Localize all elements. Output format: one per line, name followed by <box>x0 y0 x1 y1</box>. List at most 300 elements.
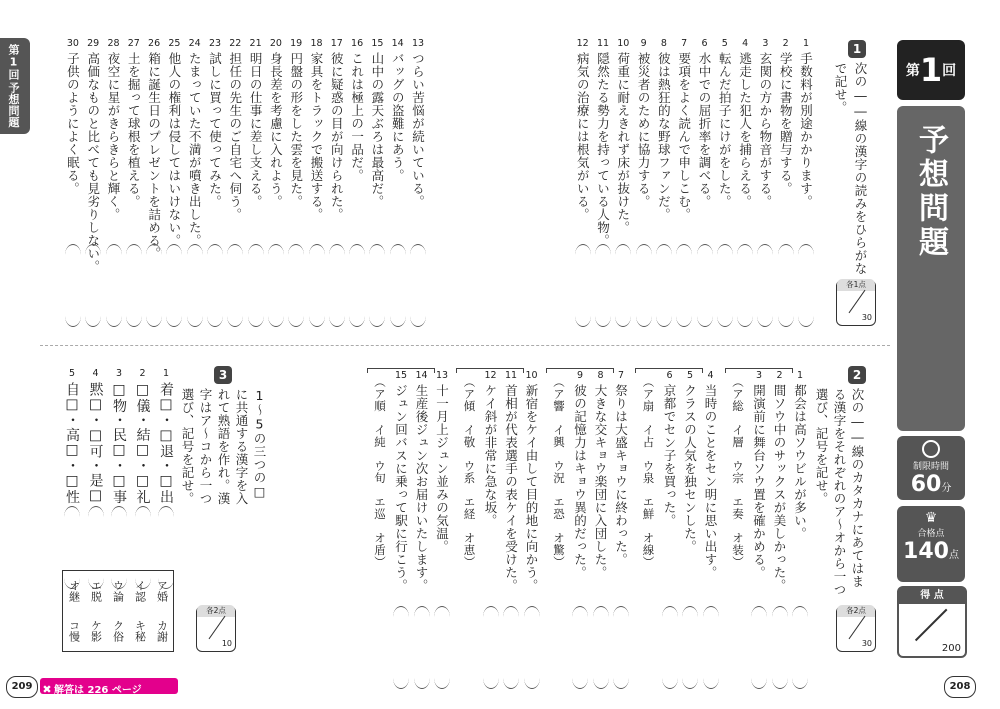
q1-items_left-item <box>347 38 367 182</box>
q2-items-item-text: 彼の記憶力はキョウ異的だった。 <box>572 384 588 579</box>
q2-answer-blank-end[interactable] <box>524 678 540 689</box>
q1-items_left-item <box>63 38 83 195</box>
q1-answer-blank-end[interactable] <box>778 316 794 327</box>
q1-answer-blank-end[interactable] <box>615 316 631 327</box>
q2-answer-blank[interactable] <box>503 606 519 617</box>
q1-items_right-item-number: 7 <box>681 38 688 49</box>
q2-items-item-number: 1 <box>796 370 804 381</box>
q2-answer-blank[interactable] <box>524 606 540 617</box>
q2-items-item-number: 9 <box>576 370 584 381</box>
q1-items_right-item-number: 10 <box>617 38 630 49</box>
q1-answer-blank[interactable] <box>717 244 733 255</box>
q1-answer-blank-end[interactable] <box>656 316 672 327</box>
q1-items_right-item <box>715 38 735 208</box>
q1-answer-blank[interactable] <box>410 244 426 255</box>
q3-points: 各2点 <box>197 605 235 617</box>
q3-score-slash <box>209 616 226 640</box>
section-divider <box>40 345 890 346</box>
q2-items-item <box>680 370 700 553</box>
q1-answer-blank-end[interactable] <box>410 316 426 327</box>
q2-items-item <box>701 370 721 579</box>
page-title: 予想問題 <box>913 124 948 260</box>
q1-items_left-item-text: 箱に誕生日のプレゼントを詰める。 <box>146 52 162 260</box>
q2-answer-blank[interactable] <box>613 606 629 617</box>
q2-items-item-number: 14 <box>415 370 428 381</box>
q2-items-item-number: 11 <box>504 370 518 381</box>
q2-items-item-text: クラスの人気を独センした。 <box>682 384 698 553</box>
q2-items-item-text: 生産後ジュン次お届けいたします。 <box>414 384 429 592</box>
score-label: 得 点 <box>899 588 965 604</box>
q2-items-item <box>391 370 411 592</box>
side-tab-title: 予想問題 <box>7 82 20 128</box>
q1-score-box[interactable] <box>836 280 876 326</box>
q1-answer-blank-end[interactable] <box>227 316 243 327</box>
q2-answer-blank[interactable] <box>751 606 767 617</box>
q1-items_right-item-text: 被災者のために協力する。 <box>636 52 652 208</box>
q1-items_right-item <box>654 38 674 221</box>
q1-items_right-item <box>674 38 694 221</box>
answer-ref-badge[interactable] <box>40 678 178 694</box>
q3-choice: ク俗 <box>111 620 125 642</box>
q2-items-item <box>790 370 810 540</box>
crown-icon: ♛ <box>924 510 938 526</box>
q1-answer-blank-end[interactable] <box>697 316 713 327</box>
q1-answer-blank[interactable] <box>207 244 223 255</box>
link-icon: ✖ <box>42 683 52 696</box>
q1-items_left-item-number: 28 <box>107 38 120 49</box>
q1-answer-blank[interactable] <box>309 244 325 255</box>
q1-items_left-item-number: 22 <box>229 38 242 49</box>
q1-items_left-item <box>164 38 184 247</box>
q1-items_left-item-number: 17 <box>330 38 343 49</box>
q3-answer-blank[interactable] <box>111 506 127 517</box>
q1-answer-blank[interactable] <box>697 244 713 255</box>
q2-items-item-number: 5 <box>686 370 694 381</box>
q2-score-box[interactable] <box>836 606 876 652</box>
q1-items_left-item-text: 彼に疑惑の目が向けられた。 <box>329 52 345 221</box>
q2-items-item <box>770 370 790 592</box>
q1-items_left-item-text: 土を掘って球根を植える。 <box>126 52 142 208</box>
q1-items_right-item-text: 玄関の方から物音がする。 <box>757 52 773 208</box>
q2-items-item <box>591 370 611 579</box>
q2-items-item-number: 7 <box>617 370 625 381</box>
q1-items_left-item-number: 25 <box>168 38 181 49</box>
q2-items-item-text: 開演前に舞台ソウ置を確かめる。 <box>751 384 767 579</box>
q2-instruction: 次の――線のカタカナにあてはまる漢字をそれぞれのア～オから一つ選び、記号を記せ。 <box>814 388 865 596</box>
answer-ref-text: 解答は 226 ページ <box>54 685 142 696</box>
q2-badge: 2 <box>848 366 866 384</box>
q1-items_left-item-text: 身長差を考慮に入れよう。 <box>268 52 284 208</box>
q2-group-bracket <box>456 368 524 373</box>
q2-items-item-text: 都会は高ソウビルが多い。 <box>792 384 808 540</box>
q1-items_right-item <box>776 38 796 195</box>
q2-items-item <box>481 370 501 527</box>
q2-items-item-text: 間ソウ中のサックスが美しかった。 <box>772 384 787 592</box>
q1-answer-blank[interactable] <box>656 244 672 255</box>
q1-answer-blank-end[interactable] <box>757 316 773 327</box>
q1-items_right-item-number: 8 <box>660 38 667 49</box>
q1-items_right-item <box>573 38 593 221</box>
q1-items_left-item-text: 家具をトラックで搬送する。 <box>309 52 324 221</box>
q2-items-item-text: 当時のことをセン明に思い出す。 <box>703 384 718 579</box>
q1-answer-blank[interactable] <box>737 244 753 255</box>
q2-answer-blank[interactable] <box>772 606 788 617</box>
title-banner <box>897 106 965 431</box>
q2-group-bracket <box>546 368 614 373</box>
q1-answer-blank-end[interactable] <box>676 316 692 327</box>
q2-items-item-number: 13 <box>435 370 449 381</box>
q1-answer-blank[interactable] <box>636 244 652 255</box>
q2-answer-blank-end[interactable] <box>503 678 519 689</box>
q2-answer-blank-end[interactable] <box>682 678 698 689</box>
q2-choice-set: （ア扇 イ占 ウ泉 エ鮮 オ線） <box>641 376 656 568</box>
q2-answer-blank-end[interactable] <box>414 678 430 689</box>
q2-items-item-number: 15 <box>394 370 408 381</box>
q3-answer-blank[interactable] <box>88 506 104 517</box>
q3-items-item <box>133 368 153 504</box>
q3-items-item-number: 2 <box>139 368 146 379</box>
q2-answer-blank[interactable] <box>662 606 678 617</box>
q1-items_left-item-text: バッグの盗難にあう。 <box>390 52 406 182</box>
q1-answer-blank[interactable] <box>349 244 365 255</box>
pass-unit: 点 <box>948 550 959 561</box>
q2-total: 30 <box>861 639 872 648</box>
q1-total: 30 <box>861 313 872 322</box>
q1-items_right-item-number: 5 <box>721 38 728 49</box>
q1-items_left-item-number: 24 <box>188 38 201 49</box>
q1-answer-blank[interactable] <box>615 244 631 255</box>
q1-items_left-item <box>83 38 103 273</box>
q1-answer-blank-end[interactable] <box>636 316 652 327</box>
q1-items_left-item-text: つらい苦悩が続いている。 <box>410 52 426 208</box>
q3-items-item <box>109 368 129 504</box>
q2-answer-blank[interactable] <box>393 606 409 617</box>
q2-group-bracket <box>635 368 703 373</box>
q1-answer-blank[interactable] <box>268 244 284 255</box>
q1-answer-blank[interactable] <box>106 244 122 255</box>
q1-answer-blank[interactable] <box>288 244 304 255</box>
q2-items-item-text: ジュン回バスに乗って駅に行こう。 <box>393 384 409 592</box>
q1-answer-blank[interactable] <box>65 244 81 255</box>
q1-answer-blank-end[interactable] <box>268 316 284 327</box>
q1-items_left-item-text: これは極上の一品だ。 <box>349 52 365 182</box>
q2-answer-blank-end[interactable] <box>393 678 409 689</box>
side-tab <box>0 38 30 134</box>
q1-answer-blank-end[interactable] <box>248 316 264 327</box>
q1-items_right-item-number: 6 <box>701 38 708 49</box>
q1-items_right-item-text: 要項をよく読んで申しこむ。 <box>676 52 692 221</box>
q2-choice-set: （ア傾 イ敬 ウ系 エ経 オ恵） <box>462 376 477 568</box>
q2-items-item-number: 6 <box>666 370 673 381</box>
q2-items-item <box>611 370 631 566</box>
pass-value: 140 <box>903 539 949 564</box>
q2-items-item <box>501 370 521 592</box>
time-value: 60 <box>910 472 942 497</box>
q1-answer-blank[interactable] <box>757 244 773 255</box>
q2-choice-set: （ア総 イ層 ウ宗 エ奏 オ装） <box>731 376 745 568</box>
q3-choice: カ謝 <box>155 620 169 642</box>
q1-items_right-item <box>634 38 654 208</box>
q2-answer-blank-end[interactable] <box>703 678 719 689</box>
q2-answer-blank-end[interactable] <box>792 678 808 689</box>
q1-items_right-item <box>796 38 816 208</box>
time-box <box>897 436 965 500</box>
q2-answer-blank[interactable] <box>593 606 609 617</box>
q2-group-bracket <box>725 368 793 373</box>
q3-items-item <box>62 368 82 504</box>
round-number: 1 <box>919 51 943 89</box>
q1-items_right-item-text: 手数料が別途かかります。 <box>798 52 814 208</box>
q1-answer-blank-end[interactable] <box>146 316 162 327</box>
q1-answer-blank-end[interactable] <box>329 316 345 327</box>
q3-items-item-text: 着□・□退・□出 <box>158 382 174 504</box>
q1-answer-blank-end[interactable] <box>390 316 406 327</box>
q3-items-item-text: 自□・高□・□性 <box>64 382 80 504</box>
q1-items_left-item-number: 29 <box>87 38 100 49</box>
q1-answer-blank-end[interactable] <box>595 316 611 327</box>
q1-items_right-item-text: 転んだ拍子にけがをした。 <box>717 52 733 208</box>
q3-choice: オ継 <box>67 580 81 602</box>
q3-answer-blank[interactable] <box>135 506 151 517</box>
q1-points: 各1点 <box>837 279 875 291</box>
q2-items-item-text: 新宿をケイ由して目的地に向かう。 <box>524 384 539 592</box>
q2-answer-blank-end[interactable] <box>483 678 499 689</box>
q2-answer-blank-end[interactable] <box>593 678 609 689</box>
q2-items-item-number: 2 <box>776 370 783 381</box>
q3-items-item-number: 1 <box>162 368 170 379</box>
q1-answer-blank-end[interactable] <box>85 316 101 327</box>
q2-choice-set: （ア響 イ興 ウ況 エ恐 オ驚） <box>552 376 566 568</box>
q2-score-slash <box>849 616 866 640</box>
q1-items_left-item-text: 夜空に星がきらきらと輝く。 <box>106 52 121 221</box>
score-box[interactable] <box>897 586 967 658</box>
q3-choice: コ慢 <box>67 620 81 642</box>
left-page-number: 209 <box>6 676 38 698</box>
q1-items_left-item <box>408 38 428 208</box>
q1-items_right-item <box>613 38 633 234</box>
q1-answer-blank-end[interactable] <box>309 316 325 327</box>
q1-items_left-item-number: 27 <box>127 38 140 49</box>
q1-items_left-item-number: 20 <box>269 38 282 49</box>
q2-items-item-number: 12 <box>484 370 497 381</box>
q2-answer-blank-end[interactable] <box>662 678 678 689</box>
round-suffix: 回 <box>942 63 957 79</box>
q2-answer-blank[interactable] <box>434 606 450 617</box>
q1-answer-blank-end[interactable] <box>65 316 81 327</box>
q2-answer-blank[interactable] <box>483 606 499 617</box>
q1-answer-blank[interactable] <box>798 244 814 255</box>
q1-items_left-item-text: 円盤の形をした雲を見た。 <box>288 52 304 208</box>
pass-label: 合格点 <box>917 529 945 539</box>
q2-items-item <box>522 370 542 592</box>
q1-items_right-item-text: 隠然たる勢力を持っている人物。 <box>595 52 611 247</box>
q1-items_left-item-text: 試しに買って使ってみた。 <box>207 52 223 208</box>
q1-items_left-item-text: 子供のようによく眠る。 <box>65 52 81 195</box>
q1-items_right-item <box>755 38 775 208</box>
clock-icon <box>922 440 940 458</box>
q3-choice: エ脱 <box>89 580 103 602</box>
q2-items-item <box>660 370 680 527</box>
q1-items_left-item-number: 18 <box>310 38 323 49</box>
q1-items_left-item-number: 23 <box>208 38 222 49</box>
q1-items_right-item-text: 病気の治療には根気がいる。 <box>575 52 591 221</box>
q1-items_left-item-text: 山中の露天ぶろは最高だ。 <box>369 52 385 208</box>
q1-answer-blank[interactable] <box>390 244 406 255</box>
q1-answer-blank[interactable] <box>329 244 345 255</box>
q3-items-item <box>156 368 176 504</box>
q3-badge: 3 <box>214 366 232 384</box>
q2-items-item-text: 首相が代表選手の表ケイを受けた。 <box>503 384 519 592</box>
q1-items_left-item <box>104 38 124 221</box>
q1-answer-blank[interactable] <box>126 244 142 255</box>
q1-items_left-item-number: 26 <box>148 38 161 49</box>
q1-items_left-item <box>246 38 266 208</box>
q1-items_left-item <box>225 38 245 221</box>
q3-choice: イ認 <box>133 580 147 602</box>
q1-answer-blank-end[interactable] <box>737 316 753 327</box>
q1-badge: 1 <box>848 40 866 58</box>
q1-items_left-item <box>367 38 387 208</box>
q1-answer-blank-end[interactable] <box>126 316 142 327</box>
q1-items_left-item-text: 明日の仕事に差し支える。 <box>248 52 264 208</box>
time-unit: 分 <box>941 483 952 494</box>
q1-answer-blank-end[interactable] <box>207 316 223 327</box>
q2-answer-blank-end[interactable] <box>751 678 767 689</box>
q3-items-item-number: 5 <box>68 368 76 379</box>
q1-items_left-item <box>307 38 327 221</box>
right-page-number: 208 <box>944 676 976 698</box>
q3-total: 10 <box>221 639 232 648</box>
q2-answer-blank-end[interactable] <box>613 678 629 689</box>
q1-items_left-item-number: 19 <box>290 38 303 49</box>
q2-items-item <box>570 370 590 579</box>
q3-items-item <box>86 368 106 504</box>
q1-items_left-item-text: 他人の権利は侵してはいけない。 <box>166 52 182 247</box>
q1-items_left-item-number: 14 <box>391 38 404 49</box>
q2-items-item <box>749 370 769 579</box>
q2-answer-blank-end[interactable] <box>772 678 788 689</box>
q2-answer-blank[interactable] <box>572 606 588 617</box>
q2-points: 各2点 <box>837 605 875 617</box>
q1-items_right-item-text: 彼は熱狂的な野球ファンだ。 <box>656 52 672 221</box>
q1-items_right-item-number: 2 <box>782 38 789 49</box>
q3-choices <box>62 570 174 652</box>
q1-answer-blank[interactable] <box>369 244 385 255</box>
q2-answer-blank[interactable] <box>414 606 430 617</box>
q2-items-item <box>432 370 452 553</box>
q1-items_left-item <box>327 38 347 221</box>
q1-answer-blank[interactable] <box>778 244 794 255</box>
q2-answer-blank[interactable] <box>792 606 808 617</box>
q1-items_left-item-number: 21 <box>249 38 262 49</box>
q2-group-bracket <box>367 368 435 373</box>
q1-answer-blank-end[interactable] <box>798 316 814 327</box>
q1-items_left-item <box>388 38 408 182</box>
q1-items_left-item <box>185 38 205 247</box>
q2-answer-blank[interactable] <box>703 606 719 617</box>
q1-answer-blank-end[interactable] <box>166 316 182 327</box>
round-header <box>897 40 965 100</box>
q1-items_left-item-text: たまっていた不満が噴き出した。 <box>187 52 203 247</box>
q2-items-item-text: 京都でセン子を買った。 <box>662 384 677 527</box>
q1-items_right-item-text: 水中での屈折率を調べる。 <box>697 52 712 208</box>
q1-items_right-item-text: 逃走した犯人を捕らえる。 <box>737 52 753 208</box>
q3-answer-blank[interactable] <box>158 506 174 517</box>
q1-items_right-item-number: 11 <box>596 38 610 49</box>
q1-items_left-item <box>205 38 225 208</box>
q1-items_right-item-number: 9 <box>640 38 647 49</box>
score-slash <box>915 609 947 641</box>
q1-items_left-item-number: 16 <box>351 38 364 49</box>
q1-items_left-item-number: 13 <box>411 38 425 49</box>
q1-items_left-item <box>286 38 306 208</box>
q1-items_right-item <box>593 38 613 247</box>
q3-instruction: 1～5の三つの□に共通する漢字を入れて熟語を作れ。漢字はア～コから一つ選び、記号を記せ。 <box>180 388 267 505</box>
q2-items-item-text: 大きな交キョウ楽団に入団した。 <box>593 384 608 579</box>
q3-choice: ケ影 <box>89 620 103 642</box>
q3-items-item-number: 3 <box>115 368 123 379</box>
round-label: 第 <box>905 63 920 79</box>
q1-items_right-item <box>735 38 755 208</box>
q1-items_right-item-number: 1 <box>802 38 810 49</box>
q2-items-item-text: 十一月上ジュン並みの気温。 <box>434 384 450 553</box>
q1-answer-blank[interactable] <box>227 244 243 255</box>
pass-box <box>897 506 965 582</box>
score-total: 200 <box>941 643 961 654</box>
q2-answer-blank-end[interactable] <box>434 678 450 689</box>
q1-answer-blank-end[interactable] <box>369 316 385 327</box>
q3-items-item-text: □儀・結□・□礼 <box>134 382 151 504</box>
q1-answer-blank-end[interactable] <box>288 316 304 327</box>
q2-choice-set: （ア順 イ純 ウ旬 エ巡 オ盾） <box>373 376 387 568</box>
q1-items_left-item-text: 担任の先生のご自宅へ伺う。 <box>227 52 243 221</box>
q2-items-item-number: 10 <box>525 370 538 381</box>
q1-items_left-item-number: 15 <box>371 38 384 49</box>
q1-answer-blank[interactable] <box>676 244 692 255</box>
q1-answer-blank-end[interactable] <box>106 316 122 327</box>
q3-score-box[interactable] <box>196 606 236 652</box>
q2-items-item-number: 3 <box>755 370 763 381</box>
q1-answer-blank-end[interactable] <box>349 316 365 327</box>
q1-answer-blank[interactable] <box>575 244 591 255</box>
q1-items_right-item-number: 12 <box>576 38 589 49</box>
q2-items-item-number: 8 <box>597 370 604 381</box>
q1-items_left-item <box>144 38 164 260</box>
q1-answer-blank-end[interactable] <box>187 316 203 327</box>
q3-choice: ア婚 <box>155 580 169 602</box>
q1-items_right-item-text: 荷重に耐えきれず床が抜けた。 <box>615 52 631 234</box>
q1-score-slash <box>849 290 866 314</box>
q2-answer-blank-end[interactable] <box>572 678 588 689</box>
q1-answer-blank-end[interactable] <box>717 316 733 327</box>
q1-items_left-item-text: 高価なものと比べても見劣りしない。 <box>85 52 101 273</box>
q1-answer-blank-end[interactable] <box>575 316 591 327</box>
q2-items-item-text: ケイ斜が非常に急な坂。 <box>483 384 498 527</box>
q1-items_right-item-text: 学校に書物を贈与する。 <box>778 52 794 195</box>
q1-answer-blank[interactable] <box>248 244 264 255</box>
q1-instruction: 次の――線の漢字の読みをひらがなで記せ。 <box>833 62 868 275</box>
q3-choice: ウ論 <box>111 580 125 602</box>
q1-items_left-item <box>266 38 286 208</box>
q3-items-item-text: 黙□・□可・是□ <box>87 382 104 504</box>
q3-answer-blank[interactable] <box>64 506 80 517</box>
q3-choice: キ秘 <box>133 620 147 642</box>
time-label: 制限時間 <box>912 462 949 472</box>
q1-items_right-item-number: 4 <box>742 38 749 49</box>
q2-answer-blank[interactable] <box>682 606 698 617</box>
q3-items-item-text: □物・民□・□事 <box>111 382 127 504</box>
q3-items-item-number: 4 <box>92 368 99 379</box>
